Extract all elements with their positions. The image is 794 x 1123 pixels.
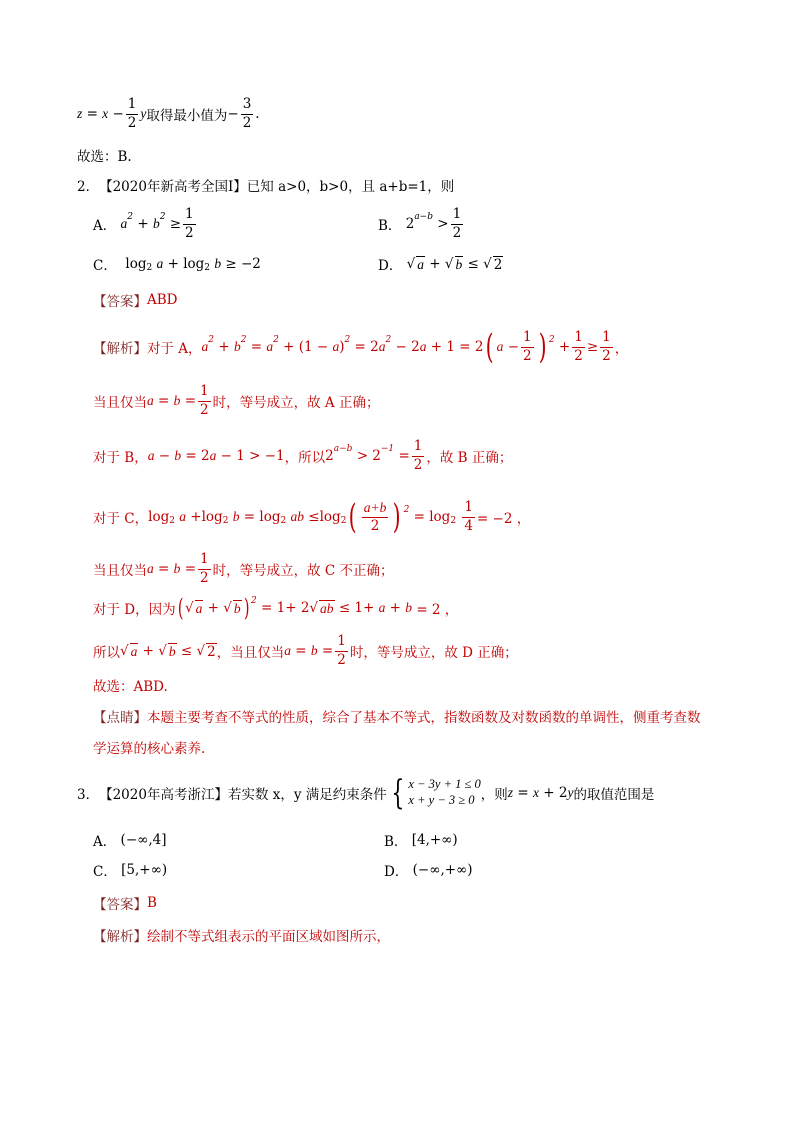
q2-stem [77,175,454,195]
q2-option-a: A． a 2 + b 2 ≥ $\frac{1}{2}$ [93,206,194,241]
continuation-select: 故选：B. [77,149,132,165]
q2-option-d: D． √ a + √ b ≤ √ 2 [378,256,503,274]
q2-analysis-a-eq: 当且仅当 a = b = $\frac{1}{2}$ 时，等号成立，故 A 正确； [93,383,380,418]
q2-comment-2: 学运算的核心素养. [93,741,206,757]
answer-value: ABD [147,292,178,308]
q2-analysis-c-eq: 当且仅当 a = b = $\frac{1}{2}$ 时，等号成立，故 C 不正确； [93,551,394,586]
q3-stem: 3． 【2020年高考浙江】 若实数 x，y 满足约束条件 { x − 3y + 1 ≤ 0 x + y − 3 ≥ 0 ，则 z = x + 2 y 的取值范围是 [77,773,655,813]
min-value-text: 取得最小值为 [146,108,228,124]
q2-analysis-b: 对于 B， a − b = 2 a − 1 > −1 ，所以 2 a−b > 2 −1 = $\frac{1}{2}$ ，故 B 正确； [93,438,513,473]
q2-comment-1: 【点睛】 本题主要考查不等式的性质，综合了基本不等式，指数函数及对数函数的单调性，侧重考查数 [93,710,701,726]
q3-answer: 【答案】 B [93,895,157,913]
q3-option-d: D． (−∞,+∞) [384,862,473,880]
q3-option-a: A． (−∞,4] [93,832,167,850]
q2-analysis-a: 【解析】 对于 A， a 2 + b 2 = a 2 + (1 − a ) 2 = 2 a 2 − 2 a + 1 = 2 ( a − $\frac{1}{2}$ ) 2 + $\frac{1}{2}$ ≥ $\frac{1}{2}$ ， [93,327,629,367]
q2-analysis-d: 对于 D，因为 ( √ a + √ b ) 2 = 1+ 2 √ ab ≤ 1+ a + b = 2 ， [93,594,459,622]
q3-option-b: B． [4,+∞) [384,832,458,850]
q2-option-c: C． log 2 a + log 2 b ≥ −2 [93,256,261,274]
q3-option-c: C． [5,+∞) [93,862,168,880]
q2-answer [93,290,178,310]
q2-stem-text: 已知 a>0，b>0，且 a+b=1，则 [246,179,455,195]
q3-tag: 【2020年高考浙江】 [99,787,228,803]
q2-option-b: B． 2 a−b > $\frac{1}{2}$ [378,206,462,241]
q2-tag: 【2020年新高考全国Ⅰ】 [99,179,247,195]
q2-number: 2． [77,179,100,195]
q2-select: 故选：ABD. [93,679,168,695]
q3-analysis: 【解析】 绘制不等式组表示的平面区域如图所示， [93,929,390,945]
q2-analysis-d-eq: 所以 √ a + √ b ≤ √ 2 ，当且仅当 a = b = $\frac{1}{2}$ 时，等号成立，故 D 正确； [93,633,518,668]
answer-label: 【答案】 [93,294,147,310]
continuation-result: z = x − $\frac{1}{2}$ y 取得最小值为 − $\frac{3}{2}$ . [77,96,260,131]
q2-analysis-c: 对于 C， log 2 a +log 2 b = log 2 ab ≤log 2 ( $\frac{a+b}{2}$ ) 2 = log 2 $\frac{1}{4}$ = −2 ， [93,497,531,537]
